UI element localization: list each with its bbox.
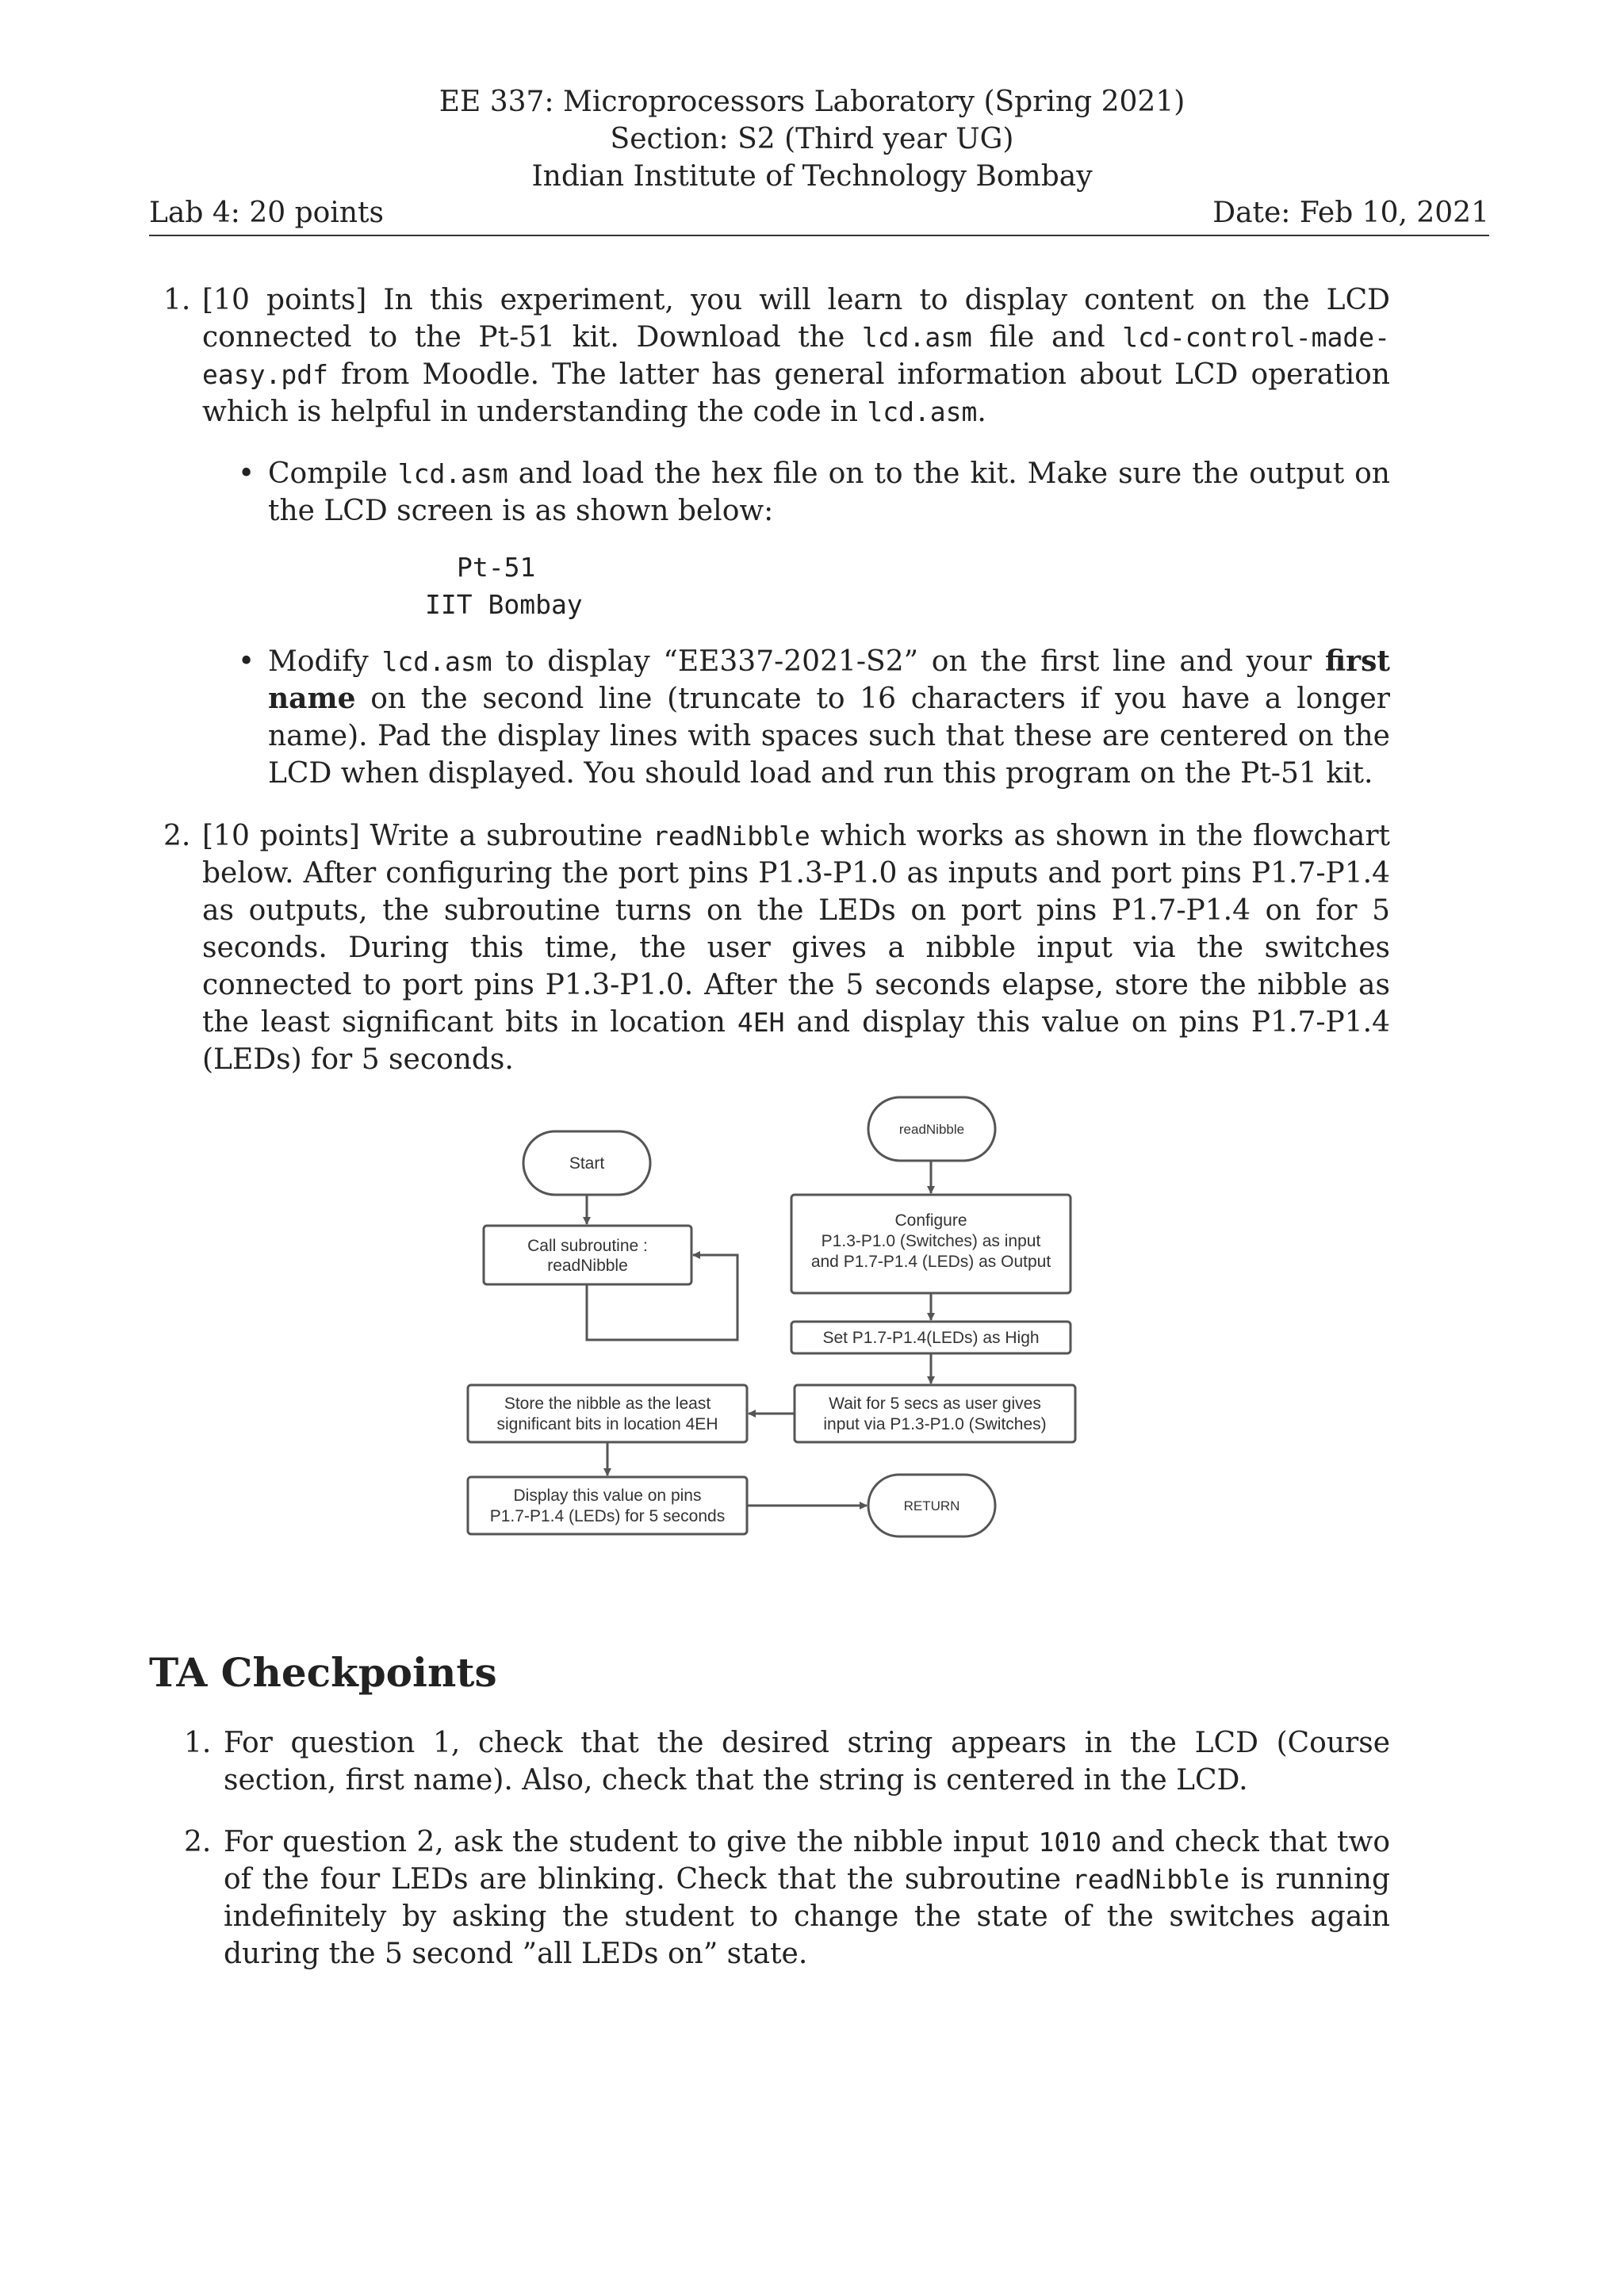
call-label-2: readNibble xyxy=(547,1257,628,1275)
wait-box xyxy=(795,1385,1075,1442)
ta-item-2-number: 2. xyxy=(184,1826,212,1858)
wait-label-2: input via P1.3-P1.0 (Switches) xyxy=(823,1415,1047,1433)
code-lcd-asm: lcd.asm xyxy=(861,322,972,353)
display-label-2: P1.7-P1.4 (LEDs) for 5 seconds xyxy=(489,1507,726,1525)
header-rule xyxy=(149,235,1489,236)
ta-item-2-text: For question 2, ask the student to give the nibble input 1010 and check that two of the four LEDs are blinking. Check that the subroutine readNibble is running indefinitely by asking the student to change the state of the switches again during the 5 second ”all LEDs on” state. xyxy=(224,1826,1390,1970)
display-box xyxy=(468,1477,747,1534)
readnibble-label: readNibble xyxy=(898,1122,965,1137)
question-2-number: 2. xyxy=(163,820,191,852)
lab-points: Lab 4: 20 points xyxy=(149,197,384,229)
call-subroutine-box xyxy=(484,1226,691,1284)
configure-label-3: and P1.7-P1.4 (LEDs) as Output xyxy=(810,1253,1051,1271)
lcd-line-1: Pt-51 xyxy=(457,552,536,583)
bullet-dot: • xyxy=(238,645,255,678)
ta-checkpoints-heading: TA Checkpoints xyxy=(149,1649,497,1696)
store-label-2: significant bits in location 4EH xyxy=(496,1415,718,1433)
code-lcd-pdf: lcd-control-made-easy.pdf xyxy=(202,322,1390,390)
institute-line: Indian Institute of Technology Bombay xyxy=(531,160,1093,193)
set-high-label: Set P1.7-P1.4(LEDs) as High xyxy=(822,1329,1040,1347)
ta-item-1-text: For question 1, check that the desired string appears in the LCD (Course section, first name). Also, check that the string is centered in the LCD. xyxy=(224,1727,1390,1797)
ta-item-1-number: 1. xyxy=(184,1727,212,1759)
configure-label-2: P1.3-P1.0 (Switches) as input xyxy=(821,1232,1041,1250)
display-label-1: Display this value on pins xyxy=(513,1487,702,1505)
return-label: RETURN xyxy=(903,1498,960,1513)
store-box xyxy=(468,1385,747,1442)
call-label-1: Call subroutine : xyxy=(527,1237,648,1255)
section-line: Section: S2 (Third year UG) xyxy=(610,123,1014,155)
course-title: EE 337: Microprocessors Laboratory (Spring 2021) xyxy=(439,86,1185,118)
question-1-number: 1. xyxy=(163,284,191,316)
configure-label-1: Configure xyxy=(894,1211,967,1230)
readnibble-flowchart xyxy=(444,1086,1094,1562)
bullet-dot: • xyxy=(238,457,255,490)
question-2-text: [10 points] Write a subroutine readNibble which works as shown in the flowchart below. After configuring the port pins P1.3-P1.0 as inputs and port pins P1.7-P1.4 as outputs, the subroutine turns on the LEDs on port pins P1.7-P1.4 on for 5 seconds. During this time, the user gives a nibble input via the switches connected to port pins P1.3-P1.0. After the 5 seconds elapse, store the nibble as the least significant bits in location 4EH and display this value on pins P1.7-P1.4 (LEDs) for 5 seconds. xyxy=(202,820,1391,1076)
lcd-line-2: IIT Bombay xyxy=(425,589,583,620)
question-1-bullet-1: Compile lcd.asm and load the hex file on to the kit. Make sure the output on the LCD screen is as shown below: xyxy=(268,457,1390,527)
question-1-bullet-2: Modify lcd.asm to display “EE337-2021-S2” on the first line and your first name on the second line (truncate to 16 characters if you have a longer name). Pad the display lines with spaces such that these are centered on the LCD when displayed. You should load and run this program on the Pt-51 kit. xyxy=(268,645,1391,790)
store-label-1: Store the nibble as the least xyxy=(504,1395,711,1413)
start-label: Start xyxy=(569,1154,605,1173)
wait-label-1: Wait for 5 secs as user gives xyxy=(829,1395,1041,1413)
question-1-text: [10 points] In this experiment, you will learn to display content on the LCD connected to the Pt-51 kit. Download the lcd.asm file and lcd-control-made-easy.pdf from Moodle. The latter has general information about LCD operation which is helpful in understanding the code in lcd.asm. xyxy=(202,284,1390,428)
code-lcd-asm: lcd.asm xyxy=(867,396,978,427)
lab-date: Date: Feb 10, 2021 xyxy=(1212,197,1489,229)
